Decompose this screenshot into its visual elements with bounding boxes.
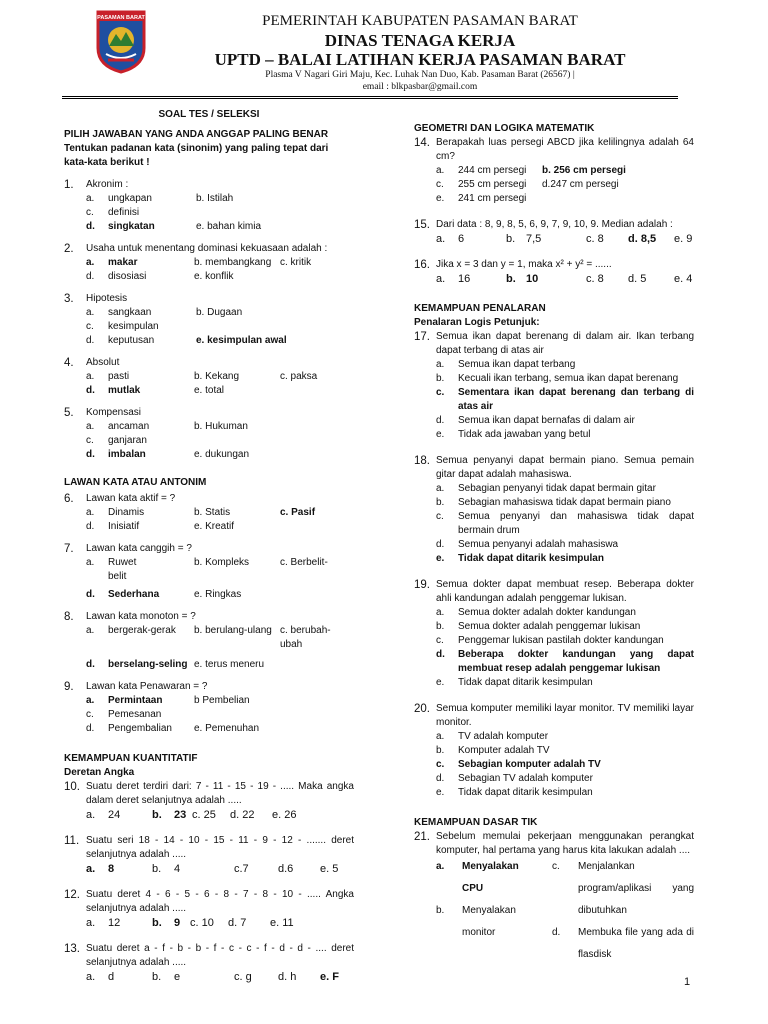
option-letter: d. xyxy=(86,723,95,734)
option-c: c.7 xyxy=(234,863,249,875)
option-a: 16 xyxy=(458,273,471,285)
question-text: Dari data : 8, 9, 8, 5, 6, 9, 7, 9, 10, 9. Median adalah : xyxy=(436,219,673,230)
option-a-answer: Permintaan xyxy=(108,695,163,706)
option-e: e. dukungan xyxy=(194,449,250,460)
option-letter: a. xyxy=(436,359,445,370)
question-number: 10. xyxy=(64,781,80,793)
option-a: Semua ikan dapat terbang xyxy=(458,359,576,370)
question-number: 20. xyxy=(414,703,430,715)
option-letter: a. xyxy=(436,165,445,176)
option-b: b. berulang-ulang xyxy=(194,625,272,636)
header-divider xyxy=(62,96,678,97)
option-c: c. 8 xyxy=(586,273,604,285)
option-b: 7,5 xyxy=(526,233,542,245)
question-text: Semua dokter dapat membuat resep. Beberapa dokter ahli kandungan adalah penggemar lukisan. xyxy=(436,579,694,604)
question-number: 17. xyxy=(414,331,430,343)
option-letter: b. xyxy=(152,917,162,929)
option-letter: a. xyxy=(86,193,95,204)
option-letter: c. xyxy=(436,387,445,398)
question-8 xyxy=(64,610,354,672)
option-letter: d. xyxy=(86,271,95,282)
section-geometry: GEOMETRI DAN LOGIKA MATEMATIK xyxy=(414,123,595,134)
question-9 xyxy=(64,680,354,736)
question-text: Lawan kata canggih = ? xyxy=(86,543,192,554)
option-e: e. 11 xyxy=(270,917,294,929)
option-b: Sebagian mahasiswa tidak dapat bermain piano xyxy=(458,497,671,508)
option-letter: e. xyxy=(436,677,445,688)
option-e: e. terus meneru xyxy=(194,659,265,670)
option-d: d.6 xyxy=(278,863,294,875)
option-letter: a. xyxy=(86,917,96,929)
option-letter: b. xyxy=(436,373,445,384)
question-18 xyxy=(414,454,694,566)
option-letter: a. xyxy=(436,233,446,245)
option-e: e. 9 xyxy=(674,233,693,245)
option-letter: e. xyxy=(436,787,445,798)
section-synonym: PILIH JAWABAN YANG ANDA ANGGAP PALING BENAR xyxy=(64,129,329,140)
option-letter: b. xyxy=(436,497,445,508)
option-a-answer: makar xyxy=(108,257,138,268)
option-b: b. Statis xyxy=(194,507,231,518)
option-a: ancaman xyxy=(108,421,150,432)
option-e: e. Ringkas xyxy=(194,589,242,600)
option-letter: b. xyxy=(436,905,445,916)
question-text: Jika x = 3 dan y = 1, maka x² + y² = ...... xyxy=(436,259,612,270)
option-d-answer: berselang-seling xyxy=(108,659,188,670)
option-letter: c. xyxy=(86,321,94,332)
option-letter: c. xyxy=(552,861,560,872)
question-text: Absolut xyxy=(86,357,120,368)
section-reasoning: KEMAMPUAN PENALARAN xyxy=(414,303,546,314)
question-4 xyxy=(64,356,354,398)
option-b: b. Istilah xyxy=(196,193,234,204)
option-a: 24 xyxy=(108,809,121,821)
option-letter: c. xyxy=(436,179,444,190)
option-a: Semua dokter adalah dokter kandungan xyxy=(458,607,636,618)
option-c: Pemesanan xyxy=(108,709,162,720)
option-letter: d. xyxy=(436,649,445,660)
option-a-answer-line2: CPU xyxy=(462,883,484,894)
option-e: e. total xyxy=(194,385,225,396)
option-a: TV adalah komputer xyxy=(458,731,549,742)
option-c: definisi xyxy=(108,207,140,218)
option-letter: b. xyxy=(506,233,516,245)
page-number: 1 xyxy=(684,976,691,988)
option-c: 255 cm persegi xyxy=(458,179,527,190)
option-letter: d. xyxy=(436,773,445,784)
section-quantitative: KEMAMPUAN KUANTITATIF xyxy=(64,753,198,764)
question-20 xyxy=(414,702,694,800)
option-a: ungkapan xyxy=(108,193,152,204)
question-text: Suatu deret a - f - b - b - f - c - c - f - d - d - .... deret selanjutnya adalah ..... xyxy=(86,943,354,968)
option-a: bergerak-gerak xyxy=(108,625,176,636)
option-b: b. Hukuman xyxy=(194,421,248,432)
option-b-line2: monitor xyxy=(462,927,496,938)
option-letter: e. xyxy=(436,429,445,440)
option-a: pasti xyxy=(108,371,130,382)
question-number: 11. xyxy=(64,835,80,847)
question-2 xyxy=(64,242,354,284)
section-quantitative-sub: Deretan Angka xyxy=(64,767,135,778)
option-letter: d. xyxy=(86,335,95,346)
option-e-answer: e. kesimpulan awal xyxy=(196,335,287,346)
option-letter: a. xyxy=(436,607,445,618)
option-c: c. Berbelit- xyxy=(280,557,328,568)
question-number: 5. xyxy=(64,407,74,419)
option-letter: a. xyxy=(86,863,96,875)
question-number: 1. xyxy=(64,179,74,191)
question-21 xyxy=(414,830,694,962)
question-text: Kompensasi xyxy=(86,407,142,418)
option-c: Semua penyanyi dan mahasiswa tidak dapat bermain drum xyxy=(458,511,694,536)
option-a: 12 xyxy=(108,917,121,929)
option-letter: a. xyxy=(86,695,95,706)
question-number: 12. xyxy=(64,889,80,901)
header-unit: UPTD – BALAI LATIHAN KERJA PASAMAN BARAT xyxy=(214,50,626,69)
question-text: Lawan kata monoton = ? xyxy=(86,611,196,622)
option-a: d xyxy=(108,971,115,983)
option-c: c. 8 xyxy=(586,233,604,245)
option-letter: d. xyxy=(86,221,95,232)
option-letter: a. xyxy=(86,557,95,568)
option-letter: c. xyxy=(86,709,94,720)
section-antonym: LAWAN KATA ATAU ANTONIM xyxy=(64,477,207,488)
question-17 xyxy=(414,330,694,442)
option-c: kesimpulan xyxy=(108,321,159,332)
section-synonym-instruction: Tentukan padanan kata (sinonim) yang paling tepat dari kata-kata berikut ! xyxy=(64,143,329,168)
option-b: b Pembelian xyxy=(194,695,250,706)
option-b: Menyalakan xyxy=(462,905,516,916)
option-letter: c. xyxy=(86,435,94,446)
option-d-line2: flasdisk xyxy=(578,949,612,960)
option-b-answer: 23 xyxy=(174,809,187,821)
right-column xyxy=(414,122,694,962)
option-letter: b. xyxy=(436,745,445,756)
option-letter: a. xyxy=(436,483,445,494)
option-d: d. 5 xyxy=(628,273,647,285)
question-number: 3. xyxy=(64,293,74,305)
option-letter: d. xyxy=(436,415,445,426)
option-letter: c. xyxy=(436,759,445,770)
option-c: c. berubah-ubah xyxy=(280,625,331,650)
option-c: c. g xyxy=(234,971,252,983)
option-d-answer: Beberapa dokter kandungan yang dapat membuat resep adalah penggemar lukisan xyxy=(458,649,694,674)
option-a-answer: 8 xyxy=(108,863,115,875)
question-text: Semua penyanyi dapat bermain piano. Semua pemain gitar dapat adalah mahasiswa. xyxy=(436,455,694,480)
option-c-answer: Sementara ikan dapat berenang dan terbang di atas air xyxy=(458,387,694,412)
option-d-answer: imbalan xyxy=(108,449,146,460)
option-d: d. 7 xyxy=(228,917,247,929)
section-ict: KEMAMPUAN DASAR TIK xyxy=(414,817,538,828)
question-number: 15. xyxy=(414,219,430,231)
option-d: Semua penyanyi adalah mahasiswa xyxy=(458,539,619,550)
question-5 xyxy=(64,406,354,462)
question-number: 7. xyxy=(64,543,74,555)
question-number: 13. xyxy=(64,943,80,955)
option-d: disosiasi xyxy=(108,271,147,282)
option-letter: a. xyxy=(86,971,96,983)
option-letter: a. xyxy=(436,861,445,872)
question-number: 9. xyxy=(64,681,74,693)
option-e: e. Kreatif xyxy=(194,521,235,532)
option-b-answer: 9 xyxy=(174,917,181,929)
option-b: b. Kekang xyxy=(194,371,240,382)
option-e: e. Pemenuhan xyxy=(194,723,260,734)
question-11 xyxy=(64,834,354,876)
header-government: PEMERINTAH KABUPATEN PASAMAN BARAT xyxy=(262,13,578,29)
option-d-answer: d. 8,5 xyxy=(628,233,657,245)
option-c: c. kritik xyxy=(280,257,312,268)
question-1 xyxy=(64,178,354,234)
question-text: Semua ikan dapat berenang di dalam air. Ikan terbang dapat terbang di atas air xyxy=(436,331,694,356)
option-b: b. Kompleks xyxy=(194,557,250,568)
option-e: Tidak dapat ditarik kesimpulan xyxy=(458,787,593,798)
question-number: 6. xyxy=(64,493,74,505)
question-text: Lawan kata aktif = ? xyxy=(86,493,176,504)
option-b: Kecuali ikan terbang, semua ikan dapat berenang xyxy=(458,373,679,384)
option-e: Tidak dapat ditarik kesimpulan xyxy=(458,677,593,688)
option-letter: e. xyxy=(436,553,445,564)
option-letter: a. xyxy=(86,809,96,821)
option-a: 6 xyxy=(458,233,465,245)
option-e: Tidak ada jawaban yang betul xyxy=(458,429,591,440)
option-letter: a. xyxy=(86,507,95,518)
option-d: Inisiatif xyxy=(108,521,140,532)
option-c: ganjaran xyxy=(108,435,147,446)
left-column xyxy=(64,108,354,984)
logo-text: PASAMAN BARAT xyxy=(97,15,145,21)
question-text: Lawan kata Penawaran = ? xyxy=(86,681,208,692)
option-letter: b. xyxy=(152,863,162,875)
option-e: e. 4 xyxy=(674,273,693,285)
section-reasoning-sub: Penalaran Logis Petunjuk: xyxy=(414,317,540,328)
question-16 xyxy=(414,258,694,286)
option-b: Semua dokter adalah penggemar lukisan xyxy=(458,621,641,632)
option-c-line1: Menjalankan xyxy=(578,861,635,872)
question-13 xyxy=(64,942,354,984)
question-text: Usaha untuk menentang dominasi kekuasaan adalah : xyxy=(86,243,328,254)
option-e: 241 cm persegi xyxy=(458,193,527,204)
option-c-line2: program/aplikasi yang xyxy=(578,883,694,894)
option-d: d. h xyxy=(278,971,297,983)
question-number: 16. xyxy=(414,259,430,271)
option-b-answer: b. 256 cm persegi xyxy=(542,165,626,176)
option-a: Ruwet belit xyxy=(108,557,137,582)
option-d-answer: singkatan xyxy=(108,221,155,232)
question-text: Suatu deret terdiri dari: 7 - 11 - 15 - 19 - ..... Maka angka dalam deret selanjutnya adalah ..... xyxy=(86,781,354,806)
option-e-answer: e. F xyxy=(320,971,339,983)
option-b: e xyxy=(174,971,181,983)
option-letter: c. xyxy=(86,207,94,218)
header-divider-2 xyxy=(62,98,678,99)
question-10 xyxy=(64,780,354,822)
question-7 xyxy=(64,542,354,602)
option-letter: d. xyxy=(86,449,95,460)
question-text: Suatu seri 18 - 14 - 10 - 15 - 11 - 9 - 12 - ....... deret selanjutnya adalah ..... xyxy=(86,835,354,860)
option-c: c. paksa xyxy=(280,371,318,382)
header-agency: DINAS TENAGA KERJA xyxy=(324,31,516,50)
option-d: Pengembalian xyxy=(108,723,172,734)
option-letter: a. xyxy=(86,421,95,432)
question-15 xyxy=(414,218,694,246)
option-letter: a. xyxy=(86,625,95,636)
option-d: Semua ikan dapat bernafas di dalam air xyxy=(458,415,635,426)
question-number: 8. xyxy=(64,611,74,623)
option-d: Membuka file yang ada di xyxy=(578,927,694,938)
option-letter: c. xyxy=(436,635,444,646)
question-number: 14. xyxy=(414,137,430,149)
option-b: 4 xyxy=(174,863,181,875)
question-text: Hipotesis xyxy=(86,293,128,304)
option-e: e. 26 xyxy=(272,809,297,821)
option-c-answer: c. Pasif xyxy=(280,507,316,518)
option-letter: b. xyxy=(152,971,162,983)
option-letter: d. xyxy=(86,521,95,532)
option-d-answer: mutlak xyxy=(108,385,141,396)
option-letter: b. xyxy=(436,621,445,632)
question-number: 19. xyxy=(414,579,430,591)
option-letter: a. xyxy=(86,307,95,318)
question-number: 4. xyxy=(64,357,74,369)
header-address: Plasma V Nagari Giri Maju, Kec. Luhak Nan Duo, Kab. Pasaman Barat (26567) | xyxy=(265,70,575,80)
option-d-answer: Sederhana xyxy=(108,589,160,600)
question-12 xyxy=(64,888,354,930)
option-e: e. bahan kimia xyxy=(196,221,262,232)
option-b: b. Dugaan xyxy=(196,307,243,318)
option-d: Sebagian TV adalah komputer xyxy=(458,773,593,784)
option-letter: a. xyxy=(436,273,446,285)
option-a: 244 cm persegi xyxy=(458,165,527,176)
option-c: Penggemar lukisan pastilah dokter kandungan xyxy=(458,635,664,646)
option-letter: a. xyxy=(436,731,445,742)
option-c-line3: dibutuhkan xyxy=(578,905,627,916)
question-number: 21. xyxy=(414,831,430,843)
option-a: Dinamis xyxy=(108,507,145,518)
page-title: SOAL TES / SELEKSI xyxy=(158,109,260,120)
option-letter: a. xyxy=(86,371,95,382)
option-letter: e. xyxy=(436,193,445,204)
question-6 xyxy=(64,492,354,534)
option-e: e. 5 xyxy=(320,863,339,875)
option-a: Sebagian penyanyi tidak dapat bermain gitar xyxy=(458,483,656,494)
question-14 xyxy=(414,136,694,206)
question-3 xyxy=(64,292,354,348)
option-letter: b. xyxy=(506,273,516,285)
option-letter: d. xyxy=(86,385,95,396)
option-letter: d. xyxy=(552,927,561,938)
question-text: Semua komputer memiliki layar monitor. TV memiliki layar monitor. xyxy=(436,703,694,728)
option-c-answer: Sebagian komputer adalah TV xyxy=(458,759,601,770)
question-text: Akronim : xyxy=(86,179,129,190)
option-letter: d. xyxy=(436,539,445,550)
question-number: 2. xyxy=(64,243,74,255)
option-letter: b. xyxy=(152,809,162,821)
question-text: Suatu deret 4 - 6 - 5 - 6 - 8 - 7 - 8 - 10 - ..... Angka selanjutnya adalah ..... xyxy=(86,889,354,914)
option-c: c. 25 xyxy=(192,809,216,821)
pasaman-barat-logo xyxy=(94,8,148,74)
option-d: d. 22 xyxy=(230,809,255,821)
option-e: e. konflik xyxy=(194,271,234,282)
question-number: 18. xyxy=(414,455,430,467)
option-letter: d. xyxy=(86,659,95,670)
option-letter: a. xyxy=(86,257,95,268)
option-a-answer: Menyalakan xyxy=(462,861,519,872)
option-b: Komputer adalah TV xyxy=(458,745,550,756)
option-d: keputusan xyxy=(108,335,155,346)
option-letter: d. xyxy=(86,589,95,600)
question-text: Sebelum memulai pekerjaan menggunakan perangkat komputer, hal pertama yang harus kita lakukan adalah .... xyxy=(436,831,694,856)
option-letter: c. xyxy=(436,511,444,522)
question-text: Berapakah luas persegi ABCD jika kelilingnya adalah 64 cm? xyxy=(436,137,694,162)
option-d: d.247 cm persegi xyxy=(542,179,619,190)
option-e-answer: Tidak dapat ditarik kesimpulan xyxy=(458,553,604,564)
question-19 xyxy=(414,578,694,690)
option-b-answer: 10 xyxy=(526,273,539,285)
header-email: email : blkpasbar@gmail.com xyxy=(362,82,478,92)
option-b: b. membangkang xyxy=(194,257,272,268)
option-c: c. 10 xyxy=(190,917,214,929)
option-a: sangkaan xyxy=(108,307,152,318)
